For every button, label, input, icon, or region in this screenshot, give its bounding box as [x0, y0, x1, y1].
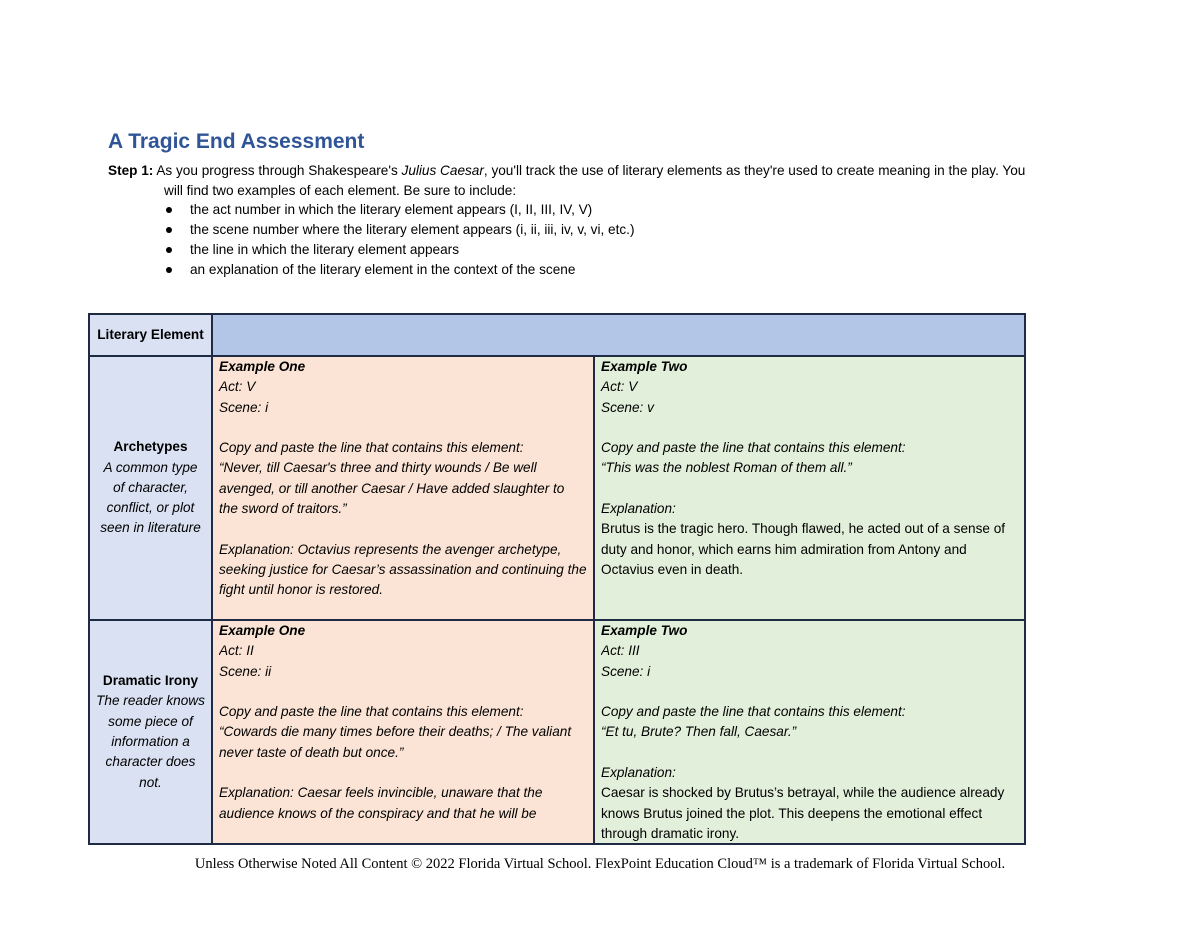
list-item: the line in which the literary element appears [163, 240, 635, 260]
element-description: The reader knows some piece of information a character does not. [96, 693, 205, 790]
quoted-line: “Never, till Caesar's three and thirty wounds / Be well avenged, or till another Caesar / Have added slaughter to the sword of traitors.” [219, 460, 565, 517]
example-heading: Example One [219, 623, 306, 638]
element-name: Archetypes [113, 439, 188, 455]
step-instructions [108, 161, 1098, 201]
step-continuation: will find two examples of each element. Be sure to include: [164, 183, 517, 198]
example-two-cell [594, 620, 1025, 844]
example-one-cell [212, 356, 594, 620]
example-heading: Example Two [601, 359, 688, 374]
list-item: the act number in which the literary element appears (I, II, III, IV, V) [163, 200, 635, 220]
quoted-line: “Et tu, Brute? Then fall, Caesar.” [601, 724, 797, 740]
example-one-cell [212, 620, 594, 844]
header-blank-cell [212, 314, 1025, 356]
act-value: Act: II [219, 643, 254, 659]
explanation-label: Explanation: [601, 501, 676, 517]
example-two-cell [594, 356, 1025, 620]
literary-element-header: Literary Element [89, 314, 212, 356]
explanation-text: Brutus is the tragic hero. Though flawed, he acted out of a sense of duty and honor, which earns him admiration from Antony and Octavius even in death. [601, 521, 1006, 577]
element-cell [89, 356, 212, 620]
act-value: Act: V [219, 379, 256, 395]
scene-value: Scene: ii [219, 663, 272, 679]
explanation-text: Explanation: Octavius represents the avenger archetype, seeking justice for Caesar’s assassination and continuing the fight until honor is restored. [219, 541, 587, 598]
element-name: Dramatic Irony [102, 673, 199, 689]
list-item: an explanation of the literary element in the context of the scene [163, 260, 635, 280]
page-title: A Tragic End Assessment [108, 130, 365, 153]
copyright-footer: Unless Otherwise Noted All Content © 2022 Florida Virtual School. FlexPoint Education Cloud™ is a trademark of Florida Virtual School. [194, 856, 1006, 872]
example-heading: Example One [219, 359, 306, 374]
bullet-icon [166, 227, 172, 233]
scene-value: Scene: v [601, 399, 654, 415]
element-cell [89, 620, 212, 844]
requirements-list [163, 200, 635, 280]
act-value: Act: III [601, 643, 640, 659]
step-label: Step 1: [108, 163, 154, 178]
example-heading: Example Two [601, 623, 688, 638]
table-row [89, 620, 1025, 844]
explanation-text: Caesar is shocked by Brutus’s betrayal, while the audience already knows Brutus joined the plot. This deepens the emotional effect through dramatic irony. [601, 785, 1005, 841]
bullet-icon [166, 207, 172, 213]
table-header-row [89, 314, 1025, 356]
act-value: Act: V [601, 379, 638, 395]
scene-value: Scene: i [601, 663, 651, 679]
explanation-text: Explanation: Caesar feels invincible, unaware that the audience knows of the conspiracy and that he will be [219, 785, 543, 821]
quoted-line: “Cowards die many times before their deaths; / The valiant never taste of death but once.” [219, 724, 572, 760]
list-item: the scene number where the literary element appears (i, ii, iii, iv, v, vi, etc.) [163, 220, 635, 240]
step-text-before: As you progress through Shakespeare's [156, 163, 402, 178]
prompt-text: Copy and paste the line that contains this element: [219, 704, 524, 720]
prompt-text: Copy and paste the line that contains this element: [601, 704, 906, 720]
quoted-line: “This was the noblest Roman of them all.” [601, 460, 852, 476]
explanation-label: Explanation: [601, 765, 676, 781]
prompt-text: Copy and paste the line that contains this element: [219, 440, 524, 456]
scene-value: Scene: i [219, 399, 269, 415]
bullet-icon [166, 267, 172, 273]
literary-elements-table [88, 313, 1026, 845]
bullet-icon [166, 247, 172, 253]
play-title: Julius Caesar [401, 163, 484, 178]
element-description: A common type of character, conflict, or plot seen in literature [100, 459, 201, 536]
step-text-after: , you'll track the use of literary elements as they're used to create meaning in the play. You [483, 163, 1026, 178]
table-row [89, 356, 1025, 620]
prompt-text: Copy and paste the line that contains this element: [601, 440, 906, 456]
